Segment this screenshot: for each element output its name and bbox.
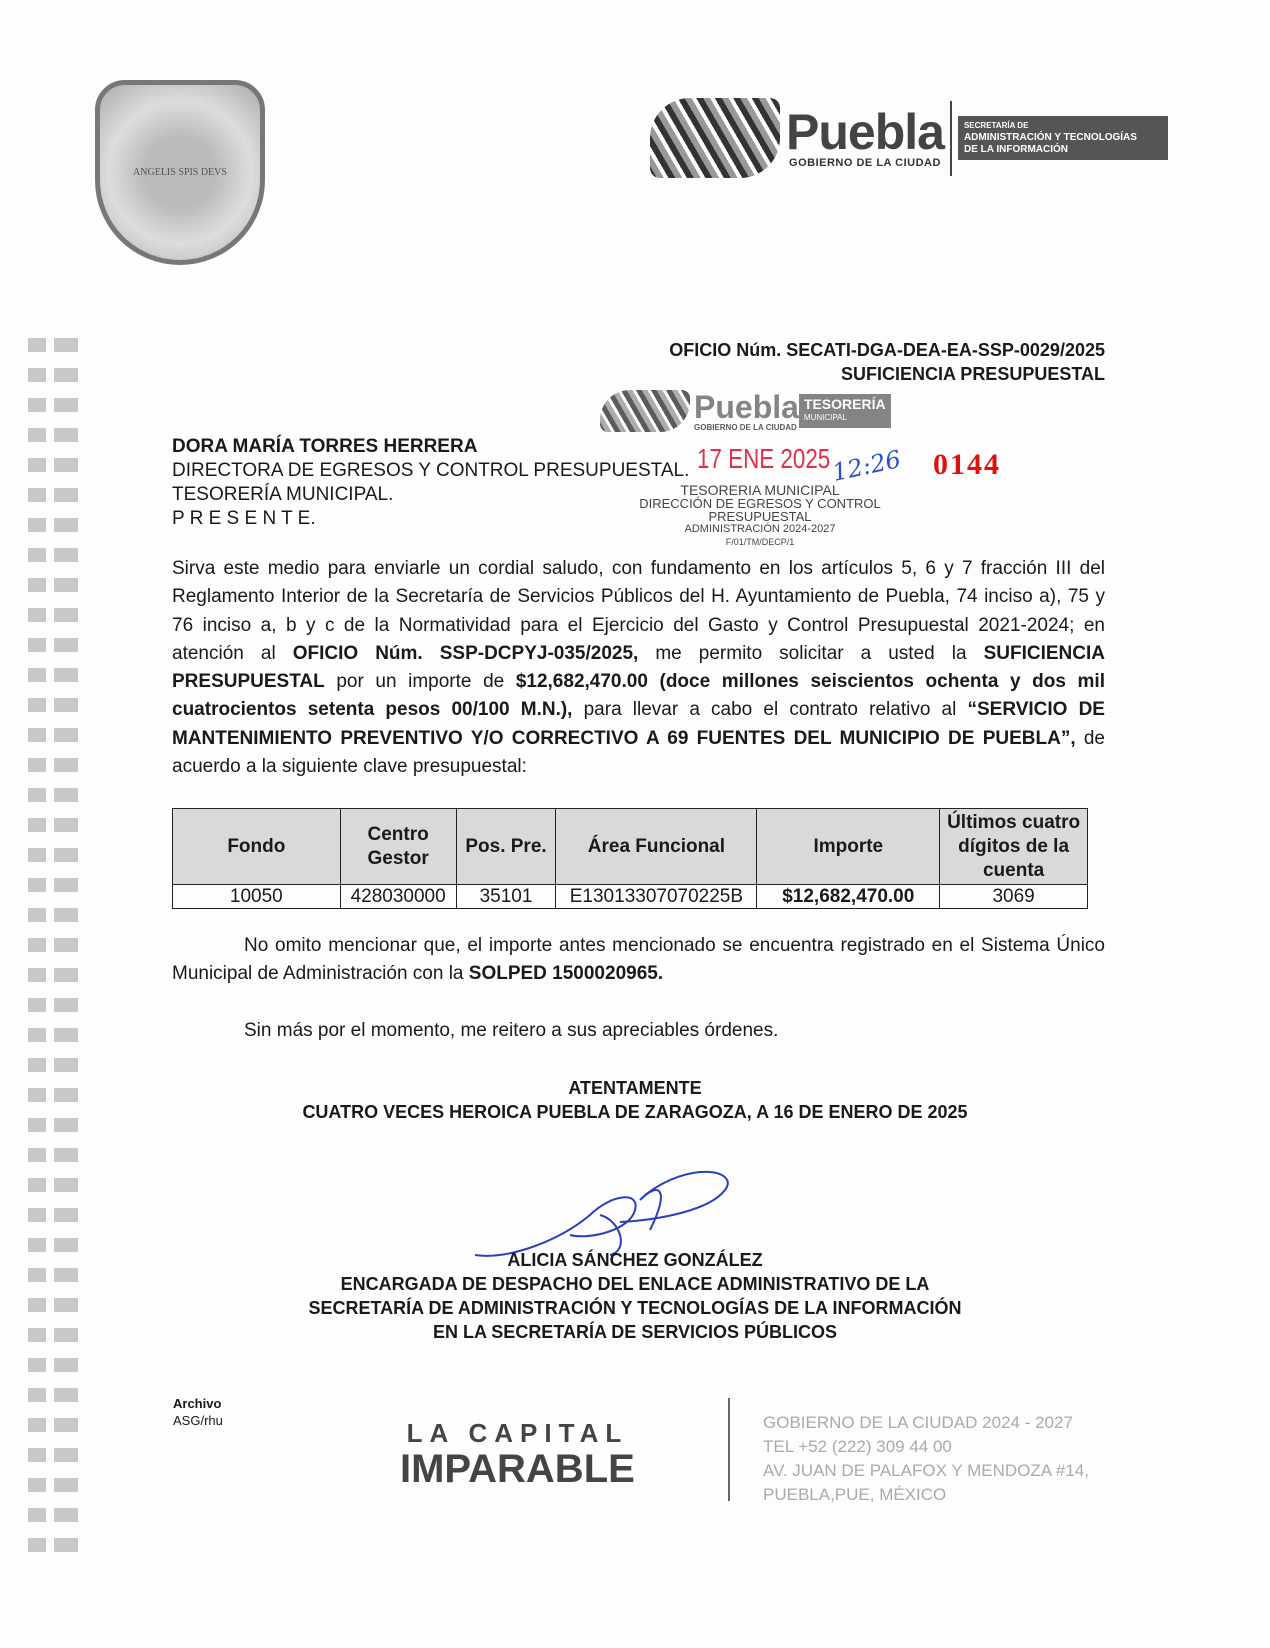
addressee-name: DORA MARÍA TORRES HERRERA xyxy=(172,436,478,457)
oficio-number: OFICIO Núm. SECATI-DGA-DEA-EA-SSP-0029/2025 xyxy=(669,340,1105,360)
archive-initials: ASG/rhu xyxy=(173,1413,223,1428)
cell: $12,682,470.00 xyxy=(757,885,940,909)
addressee xyxy=(172,435,689,531)
cell: 3069 xyxy=(940,885,1088,909)
text: para llevar a cabo el contrato relativo al xyxy=(572,699,968,721)
footer-contact xyxy=(763,1411,1089,1507)
footer-line: TEL +52 (222) 309 44 00 xyxy=(763,1437,952,1456)
text: SUFICIENCIA PRESUPUESTAL xyxy=(172,642,1105,693)
stamp-line: F/01/TM/DECP/1 xyxy=(725,537,795,547)
tesoreria-stamp-logo xyxy=(600,390,891,432)
text: me permito solicitar a usted la xyxy=(638,642,984,664)
footer-line: GOBIERNO DE LA CIUDAD 2024 - 2027 xyxy=(763,1413,1073,1432)
footer-divider xyxy=(728,1398,730,1501)
stamp-logo-sub: GOBIERNO DE LA CIUDAD xyxy=(694,422,797,432)
folio-number: 0144 xyxy=(933,448,1001,481)
addressee-position: DIRECTORA DE EGRESOS Y CONTROL PRESUPUESTAL. xyxy=(172,460,690,481)
text: “SERVICIO DE MANTENIMIENTO PREVENTIVO Y/O CORRECTIVO A 69 FUENTES DEL MUNICIPIO DE PUEBLA”, xyxy=(172,699,1105,749)
presente: P R E S E N T E. xyxy=(172,508,316,529)
stamp-line: ADMINISTRACIÓN 2024-2027 xyxy=(684,523,836,535)
text: por un importe de xyxy=(324,671,516,693)
header-ultimos-digitos: Últimos cuatro dígitos de la cuenta xyxy=(940,809,1088,885)
secretaria-box xyxy=(958,116,1168,160)
budget-key-table xyxy=(172,808,1088,909)
stamp-line: DIRECCIÓN DE EGRESOS Y CONTROL xyxy=(639,496,881,511)
archive-note xyxy=(173,1395,223,1429)
received-date: 17 ENE 2025 xyxy=(697,443,831,474)
table-row xyxy=(173,885,1088,909)
header-centro-gestor: Centro Gestor xyxy=(340,809,456,885)
seal-text: ANGELIS SPIS DEVS xyxy=(133,167,227,178)
cell: E13013307070225B xyxy=(556,885,757,909)
header-area-funcional: Área Funcional xyxy=(556,809,757,885)
header-pos-pre: Pos. Pre. xyxy=(456,809,556,885)
footer-line: PUEBLA,PUE, MÉXICO xyxy=(763,1485,947,1504)
logo-sub: GOBIERNO DE LA CIUDAD xyxy=(789,157,941,169)
slogan-bottom: IMPARABLE xyxy=(400,1447,635,1491)
cell: 10050 xyxy=(173,885,341,909)
text: SOLPED 1500020965. xyxy=(468,963,664,985)
decorative-border xyxy=(28,330,78,1560)
table-header-row xyxy=(173,809,1088,885)
body-paragraph-2 xyxy=(172,932,1105,989)
signatory-title: EN LA SECRETARÍA DE SERVICIOS PÚBLICOS xyxy=(432,1322,838,1342)
text: Sirva este medio para enviarle un cordial saludo, con fundamento en los artículos 5, 6 y 7 fracción III del Reglamento Interior de la Secretaría de Servicios Públicos del H. Ayuntamiento de Puebla, 74 inciso a), 75 y 76 inciso a, b y c de la Normatividad para el Ejercicio del Gasto y Control Presupuestal 2021-2024; en atención al xyxy=(172,558,1105,664)
received-time: 12:26 xyxy=(829,445,904,487)
stamp-line: PRESUPUESTAL xyxy=(708,509,812,524)
logo-art xyxy=(650,98,780,178)
place-date: CUATRO VECES HEROICA PUEBLA DE ZARAGOZA, A 16 DE ENERO DE 2025 xyxy=(302,1102,968,1122)
text: de acuerdo a la siguiente clave presupuestal: xyxy=(172,727,1105,778)
text: OFICIO Núm. SSP-DCPYJ-035/2025, xyxy=(292,642,639,664)
text: $12,682,470.00 (doce millones seiscientos ochenta y dos mil cuatrocientos setenta pesos 00/100 M.N.), xyxy=(172,671,1105,721)
cell: 428030000 xyxy=(340,885,456,909)
box-line: ADMINISTRACIÓN Y TECNOLOGÍAS xyxy=(963,132,1137,143)
cell: 35101 xyxy=(456,885,556,909)
body-paragraph-1 xyxy=(172,555,1105,781)
logo-word: Puebla xyxy=(786,104,944,160)
signatory-name: ALICIA SÁNCHEZ GONZÁLEZ xyxy=(507,1250,763,1270)
archive-label: Archivo xyxy=(173,1396,222,1411)
body-paragraph-3: Sin más por el momento, me reitero a sus apreciables órdenes. xyxy=(244,1020,779,1041)
subject: SUFICIENCIA PRESUPUESTAL xyxy=(840,364,1105,384)
signatory-title: SECRETARÍA DE ADMINISTRACIÓN Y TECNOLOGÍAS DE LA INFORMACIÓN xyxy=(308,1298,962,1318)
addressee-office: TESORERÍA MUNICIPAL. xyxy=(172,484,394,505)
stamp-box-sub: MUNICIPAL xyxy=(803,413,847,422)
municipal-seal xyxy=(95,80,265,265)
box-line: DE LA INFORMACIÓN xyxy=(963,144,1069,155)
atentamente: ATENTAMENTE xyxy=(568,1078,702,1098)
text: No omito mencionar que, el importe antes mencionado se encuentra registrado en el Sistema Único Municipal de Administración con la xyxy=(172,935,1105,985)
header-fondo: Fondo xyxy=(173,809,341,885)
stamp-logo-word: Puebla xyxy=(694,388,799,425)
header-importe: Importe xyxy=(757,809,940,885)
stamp-logo-art xyxy=(600,390,690,432)
slogan-top: LA CAPITAL xyxy=(406,1418,629,1448)
box-line: SECRETARÍA DE xyxy=(963,121,1029,130)
puebla-logo xyxy=(650,98,1168,178)
signatory-title: ENCARGADA DE DESPACHO DEL ENLACE ADMINISTRATIVO DE LA xyxy=(340,1274,930,1294)
footer-line: AV. JUAN DE PALAFOX Y MENDOZA #14, xyxy=(763,1461,1089,1480)
logo-divider xyxy=(950,101,952,176)
la-capital-imparable-logo xyxy=(400,1418,635,1489)
stamp-line: TESORERIA MUNICIPAL xyxy=(680,482,840,498)
stamp-box-title: TESORERÍA xyxy=(803,396,886,412)
